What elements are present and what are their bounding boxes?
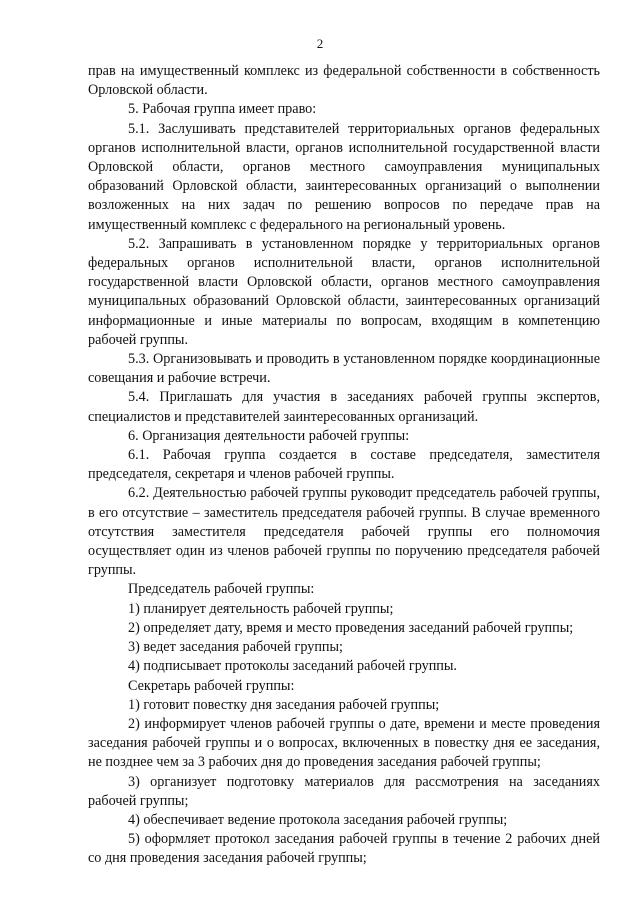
document-body [88, 62, 600, 869]
list-item: 3) организует подготовку материалов для рассмотрения на заседаниях рабочей группы; [88, 773, 600, 809]
list-item: 4) обеспечивает ведение протокола заседания рабочей группы; [128, 811, 508, 828]
paragraph: 5.2. Запрашивать в установленном порядке у территориальных органов федеральных органов исполнительной власти, органов исполнительной государственной власти Орловской области, органов местного самоуправления муниципальных образований Орловской области, заинтересованных организаций информационные и иные материалы по вопросам, входящим в компетенцию рабочей группы. [88, 235, 600, 348]
list-item: 1) готовит повестку дня заседания рабочей группы; [128, 696, 440, 713]
list-item: 2) определяет дату, время и место проведения заседаний рабочей группы; [128, 619, 574, 636]
paragraph: 5.4. Приглашать для участия в заседаниях рабочей группы экспертов, специалистов и представителей заинтересованных организаций. [88, 389, 600, 425]
paragraph: 5.3. Организовывать и проводить в установленном порядке координационные совещания и рабочие встречи. [88, 351, 600, 387]
paragraph: 6.2. Деятельностью рабочей группы руководит председатель рабочей группы, в его отсутствие – заместитель председателя рабочей группы. В случае временного отсутствия заместителя председателя рабочей группы его полномочия осуществляет один из членов рабочей группы по поручению председателя рабочей группы. [88, 485, 600, 579]
page-number: 2 [316, 36, 324, 51]
paragraph: 5.1. Заслушивать представителей территориальных органов федеральных органов исполнительной власти, органов исполнительной государственной власти Орловской области, органов местного самоуправления муниципальных образований Орловской области, заинтересованных организаций о выполнении возложенных на них задач по решению вопросов по передаче прав на имущественный комплекс с федерального на региональный уровень. [88, 120, 600, 233]
section-heading: 6. Организация деятельности рабочей группы: [128, 427, 410, 444]
paragraph: 5. Рабочая группа имеет право: [128, 101, 317, 118]
list-item: 3) ведет заседания рабочей группы; [128, 639, 343, 656]
list-item: 2) информирует членов рабочей группы о дате, времени и месте проведения заседания рабочей группы и о вопросах, включенных в повестку дня ее заседания, не позднее чем за 3 рабочих дня до проведения заседания рабочей группы; [88, 715, 600, 771]
list-item: 4) подписывает протоколы заседаний рабочей группы. [128, 658, 457, 675]
list-item: 1) планирует деятельность рабочей группы; [128, 600, 394, 617]
list-heading: Секретарь рабочей группы: [128, 677, 295, 694]
paragraph: 6.1. Рабочая группа создается в составе председателя, заместителя председателя, секретаря и членов рабочей группы. [88, 447, 600, 483]
list-item: 5) оформляет протокол заседания рабочей группы в течение 2 рабочих дней со дня проведения заседания рабочей группы; [88, 831, 600, 867]
paragraph: прав на имущественный комплекс из федеральной собственности в собственность Орловской области. [88, 63, 600, 99]
list-heading: Председатель рабочей группы: [128, 581, 315, 598]
